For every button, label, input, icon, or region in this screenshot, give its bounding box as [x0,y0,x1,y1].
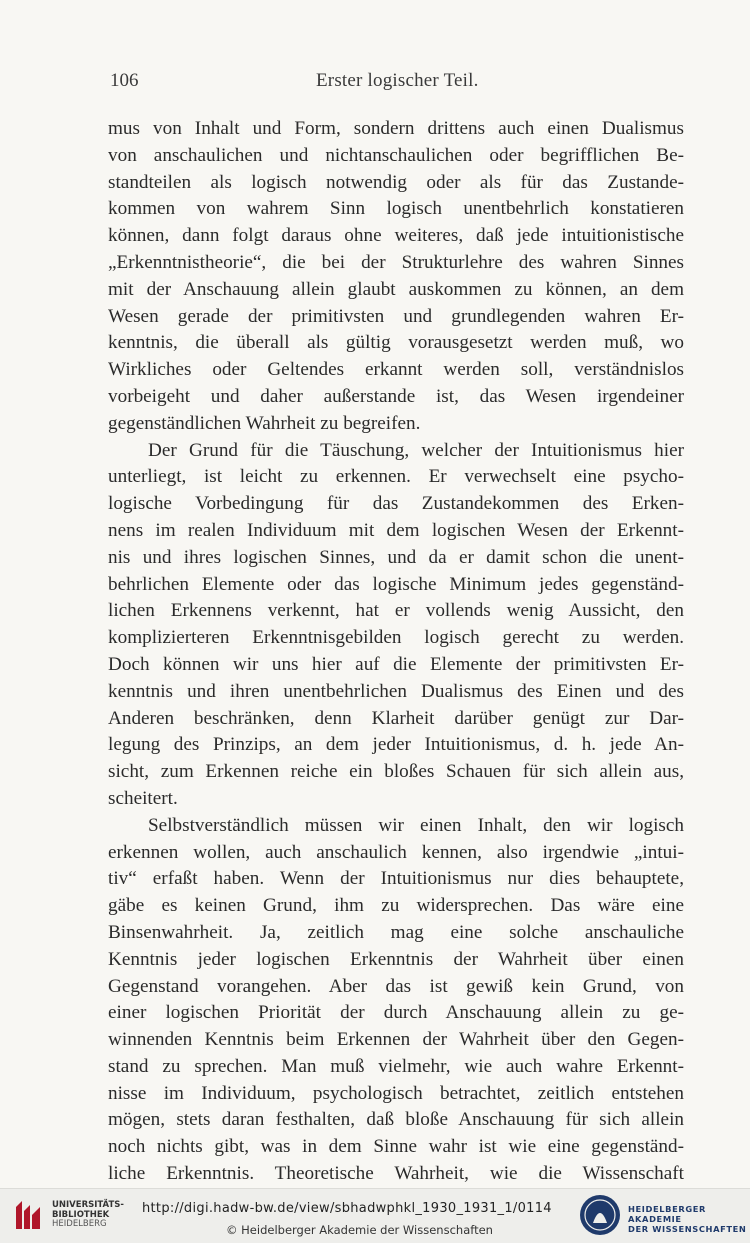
text-line: mus von Inhalt und Form, sondern drittens auch einen Dualismus [108,118,684,139]
text-line: Wirkliches oder Geltendes erkannt werden soll, verständnislos [108,359,684,381]
text-line: sicht, zum Erkennen reiche ein bloßes Schauen für sich allein aus, [108,761,684,783]
text-line: können, dann folgt daraus ohne weiteres, daß jede intuitionistische [108,225,684,247]
text-line: einer logischen Priorität der durch Anschauung allein zu ge- [108,1002,684,1024]
body-text [108,116,684,1188]
footer-bar [0,1188,750,1243]
text-line: kommen von wahrem Sinn logisch unentbehrlich konstatieren [108,198,684,220]
text-line: Der Grund für die Täuschung, welcher der Intuitionismus hier [148,439,684,461]
academy-label: HEIDELBERGER AKADEMIE DER WISSENSCHAFTEN [628,1204,747,1234]
text-line: Selbstverständlich müssen wir einen Inhalt, den wir logisch [148,814,684,836]
text-line: nisse im Individuum, psychologisch betrachtet, zeitlich entstehen [108,1082,684,1104]
text-line: Kenntnis jeder logischen Erkenntnis der Wahrheit über einen [108,948,684,970]
text-line: mögen, stets daran festhalten, daß bloße Anschauung für sich allein [108,1109,684,1131]
text-line: liche Erkenntnis. Theoretische Wahrheit, wie die Wissenschaft [108,1163,684,1185]
page-number: 106 [110,70,139,91]
text-line: tiv“ erfaßt haben. Wenn der Intuitionismus nur dies behauptete, [108,868,684,890]
text-line: gegenständlichen Wahrheit zu begreifen. [108,412,421,434]
text-line: Gegenstand vorangehen. Aber das ist gewiß kein Grund, von [108,975,684,997]
source-url-link[interactable]: http://digi.hadw-bw.de/view/sbhadwphkl_1930_1931_1/0114 [142,1201,552,1216]
copyright-notice: © Heidelberger Akademie der Wissenschaften [226,1223,493,1237]
text-line: kenntnis und ihren unentbehrlichen Dualismus des Einen und des [108,680,684,702]
text-line: nens im realen Individuum mit dem logischen Wesen der Erkennt- [108,519,684,541]
text-line: Anderen beschränken, denn Klarheit darüber genügt zur Dar- [108,707,684,729]
university-library-label: UNIVERSITÄTS- BIBLIOTHEK HEIDELBERG [52,1200,124,1229]
running-head: Erster logischer Teil. [316,70,479,91]
text-line: Doch können wir uns hier auf die Elemente der primitivsten Er- [108,653,684,675]
text-line: noch nichts gibt, was in dem Sinne wahr ist wie eine gegenständ- [108,1136,684,1158]
text-line: Wesen gerade der primitivsten und grundlegenden wahren Er- [108,305,684,327]
academy-seal-icon[interactable] [578,1193,622,1237]
text-line: von anschaulichen und nichtanschaulichen oder begrifflichen Be- [108,144,684,166]
text-line: Binsenwahrheit. Ja, zeitlich mag eine solche anschauliche [108,921,684,943]
text-line: scheitert. [108,787,178,809]
text-line: winnenden Kenntnis beim Erkennen der Wahrheit über den Gegen- [108,1029,684,1051]
text-line: gäbe es keinen Grund, ihm zu widersprechen. Das wäre eine [108,895,684,917]
text-line: behrlichen Elemente oder das logische Minimum jedes gegenständ- [108,573,684,595]
text-line: stand zu sprechen. Man muß vielmehr, wie auch wahre Erkennt- [108,1055,684,1077]
text-line: kenntnis, die überall als gültig vorausgesetzt werden muß, wo [108,332,684,354]
text-line: komplizierteren Erkenntnisgebilden logisch gerecht zu werden. [108,627,684,649]
university-library-logo-icon[interactable] [8,1195,48,1235]
text-line: nis und ihres logischen Sinnes, und da er damit schon die unent- [108,546,684,568]
text-line: legung des Prinzips, an dem jeder Intuitionismus, d. h. jede An- [108,734,684,756]
text-line: logische Vorbedingung für das Zustandekommen des Erken- [108,493,684,515]
text-line: „Erkenntnistheorie“, die bei der Strukturlehre des wahren Sinnes [108,251,684,273]
text-line: vorbeigeht und daher außerstande ist, das Wesen irgendeiner [108,385,684,407]
text-line: standteilen als logisch notwendig oder als für das Zustande- [108,171,684,193]
text-line: unterliegt, ist leicht zu erkennen. Er verwechselt eine psycho- [108,466,684,488]
page-header [110,70,688,94]
text-line: lichen Erkennens verkennt, hat er vollends wenig Aussicht, den [108,600,684,622]
text-line: erkennen wollen, auch anschaulich kennen, also irgendwie „intui- [108,841,684,863]
text-line: mit der Anschauung allein glaubt auskommen zu können, an dem [108,278,684,300]
